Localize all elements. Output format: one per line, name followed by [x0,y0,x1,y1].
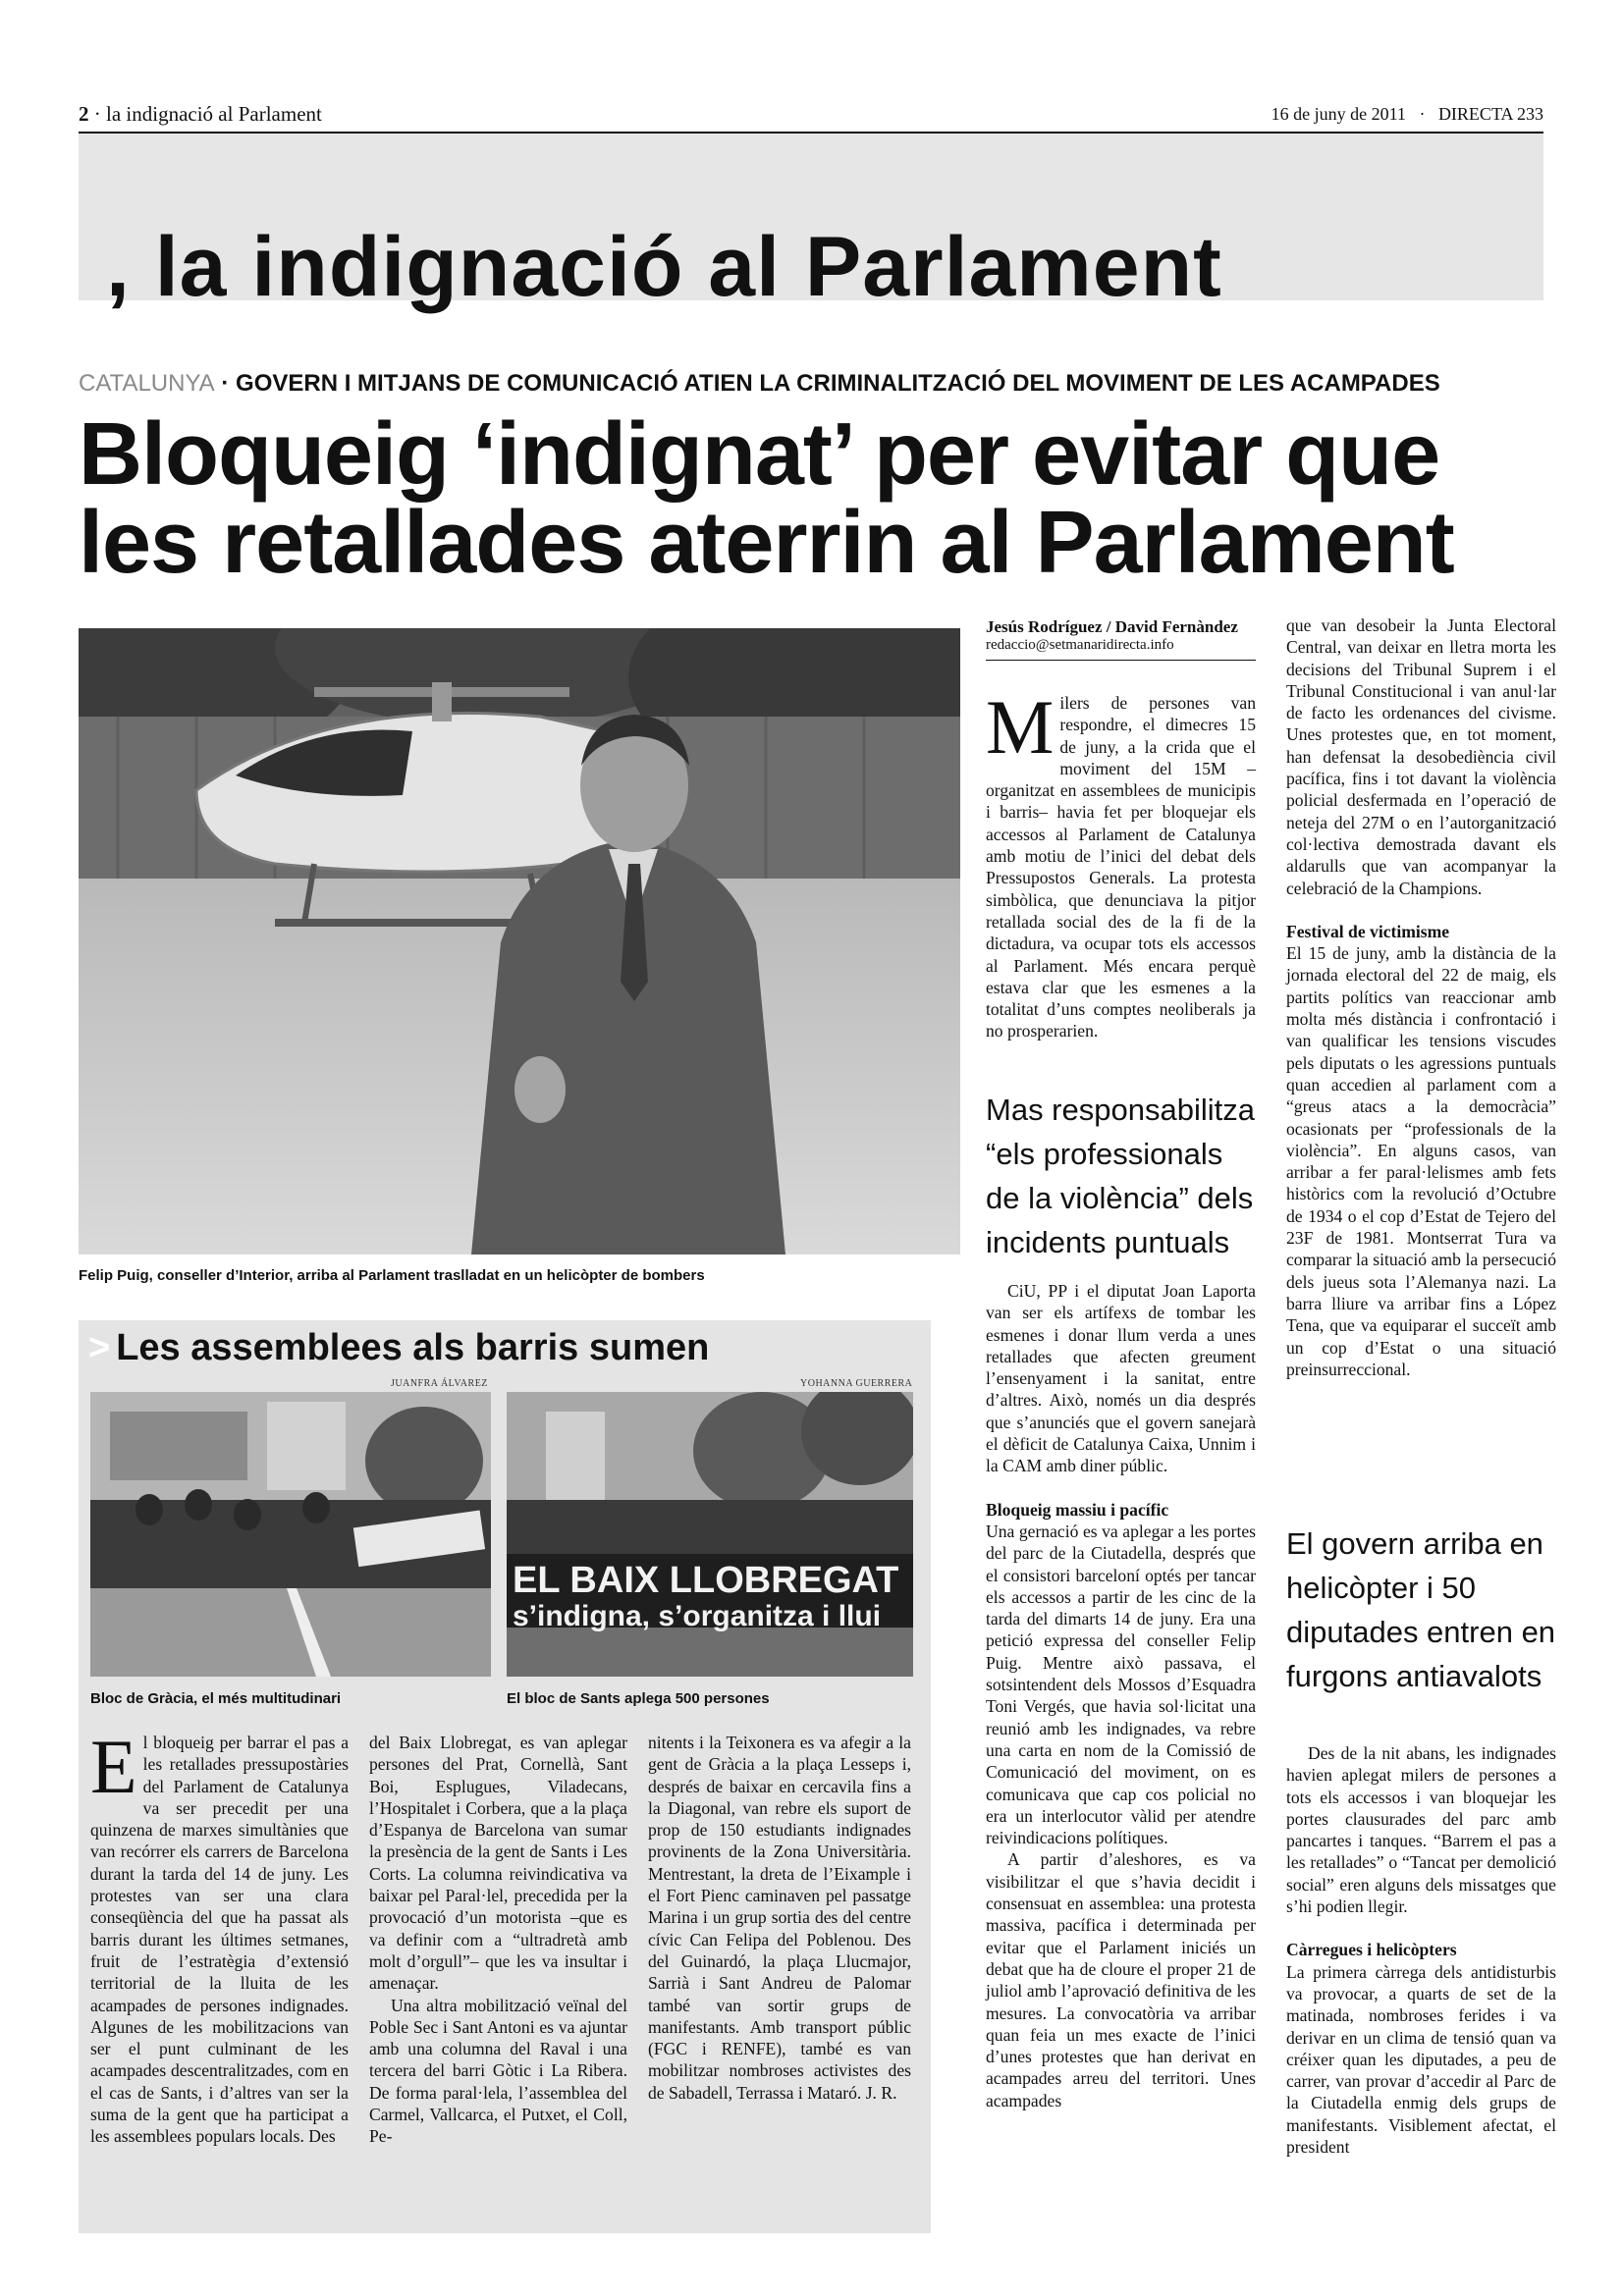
col1-paragraph-2: CiU, PP i el diputat Joan Laporta van ser els artífexs de tombar les esmenes i donar llum verda a unes retallades que afecten greument l’ensenyament i la sanitat, entre d’altres. Això, només un dia després que s’anunciés que el govern sanejarà el dèficit de Catalunya Caixa, Unnim i la CAM amb diner públic. [986,1281,1256,1476]
sidebar-column-3 [648,1732,911,2104]
headline-line-1: Bloqueig ‘indignat’ per evitar que [79,405,1440,504]
photo-credit-2: YOHANNA GUERRERA [800,1378,913,1389]
dropcap-m: M [986,684,1055,770]
subhead-festival: Festival de victimisme [1286,921,1450,941]
subhead-carregues: Càrregues i helicòpters [1286,1940,1457,1960]
sidebar-c1-text: l bloqueig per barrar el pas a les retallades pressupostàries del Parlament de Catalunya va ser precedit per una quinzena de marxes simultànies que van recórrer els carrers de Barcelona durant la tarda del 14 de juny. Les protestes van ser una clara conseqüència del que ha passat als barris durant les últimes setmanes, fruit de l’estratègia d’extensió territorial de la lluita de les acampades de persones indignades. Algunes de les mobilitzacions van ser el punt culminant de les acampades descentralitzades, com en el cas de Sants, i d’altres van ser la suma de la gent que ha participat a les assemblees populars locals. Des [90,1733,349,2147]
col1-paragraph-3: Una gernació es va aplegar a les portes del parc de la Ciutadella, després que el consistori barceloní optés per tancar els accessos a partir de les cinc de la tarda del dimarts 14 de juny. Era una petició expressa del conseller Felip Puig. Mentre això passava, el sotsintendent dels Mossos d’Esquadra Toni Vergés, que havia sol·licitat una reunió amb les indignades, va rebre una carta en nom de la Comissió de Comunicació del moviment, on es comunicava que cap cos policial no era un interlocutor vàlid per atendre reivindicacions polítiques. [986,1521,1256,1848]
section-title: , la indignació al Parlament [106,220,1222,314]
sants-banner-text [507,1561,913,1633]
pull-quote-1: Mas responsabilitza “els professionals de la violència” dels incidents puntuals [986,1093,1255,1259]
main-photo [79,628,960,1255]
sidebar-caption-2: El bloc de Sants aplega 500 persones [507,1690,770,1707]
sidebar-c1-paragraph [90,1724,349,2148]
main-photo-caption: Felip Puig, conseller d’Interior, arriba al Parlament traslladat en un helicòpter de bombers [79,1267,705,1284]
col2-paragraph-4: La primera càrrega dels antidisturbis va provocar, a quarts de set de la matinada, nombroses ferides i va derivar en un clima de tensió quan va créixer quan les diputades, a peu de carrer, van provar d’accedir al Parc de la Ciutadella enmig dels grups de manifestants. Visiblement afectat, el president [1286,1961,1556,2158]
sidebar-column-2 [369,1732,627,2148]
col1-paragraph-1 [986,684,1256,1042]
pull-quote-2: El govern arriba en helicòpter i 50 diputades entren en furgons antiavalots [1286,1526,1556,1693]
col1-paragraph-4: A partir d’aleshores, es va visibilitzar el que s’havia decidit i consensuat en assemblea: una protesta massiva, pacífica i determinada per evitar que el Parlament iniciés un debat que ha de cloure el proper 21 de juliol amb l’aprovació definitiva de les mesures. La convocatòria va arribar quan feia un mes exacte de l’inici d’unes protestes que han derivat en acampades arreu del territori. Unes acampades [986,1849,1256,2110]
banner-line-1: EL BAIX LLOBREGAT [513,1561,899,1601]
author-email[interactable]: redaccio@setmanaridirecta.info [986,637,1256,661]
issue-date: 16 de juny de 2011 [1271,104,1406,124]
chevron-right-icon: > [88,1327,111,1368]
col2-paragraph-3: Des de la nit abans, les indignades havien aplegat milers de persones a tots els accessos i van bloquejar les portes clausurades del parc amb pancartes i tanques. “Barrem el pas a les retallades” o “Tancat per demolició social” eren alguns dels missatges que s’hi podien llegir. [1286,1743,1556,1917]
photo-credit-1: JUANFRA ÁLVAREZ [391,1378,488,1389]
col2-paragraph-2: El 15 de juny, amb la distància de la jornada electoral del 22 de maig, els partits polítics van reaccionar amb molta més distància i confrontació i van qualificar les tensions viscudes pels diputats o les agressions puntuals quan accedien al parlament com a “greus atacs a la democràcia” ocasionats per “professionals de la violència”. En alguns casos, van arribar a fer paral·lelismes amb fets històrics com la revolució d’Octubre de 1934 o el cop d’Estat de Tejero del 23F de 1981. Montserrat Tura va comparar la situació amb la persecució dels jueus sota l’Alemanya nazi. La barra lliure va arribar fins a López Tena, que va equiparar el succeït amb un cop d’Estat o una situació preinsurreccional. [1286,943,1556,1379]
article-column-2-continued [1286,1742,1556,2158]
sidebar-photo-sants [507,1392,913,1677]
article-kicker: CATALUNYA · GOVERN I MITJANS DE COMUNICACIÓ ATIEN LA CRIMINALITZACIÓ DEL MOVIMENT DE LES ACAMPADES [79,370,1440,397]
sidebar-title-text: Les assemblees als barris sumen [116,1327,710,1368]
kicker-text: GOVERN I MITJANS DE COMUNICACIÓ ATIEN LA CRIMINALITZACIÓ DEL MOVIMENT DE LES ACAMPADES [236,370,1440,397]
article-headline [79,405,1543,592]
running-header [79,98,1543,133]
sidebar-photo-gracia [90,1392,491,1677]
col1-p1-text: ilers de persones van respondre, el dimecres 15 de juny, a la crida que el moviment del 15M –organitzat en assemblees de municipis i barris– havia fet per bloquejar els accessos al Parlament de Catalunya amb motiu de l’inici del debat dels Pressupostos Generals. La protesta simbòlica, que denunciava la pitjor retallada social des de la fi de la dictadura, va ocupar tots els accessos al Parlament. Més encara perquè estava clar que les esmenes a la totalitat d’uns comptes neoliberals ja no prosperarien. [986,693,1256,1041]
sidebar-c2a: del Baix Llobregat, es van aplegar persones del Prat, Cornellà, Sant Boi, Esplugues, Viladecans, l’Hospitalet i Corbera, que a la plaça d’Espanya de Barcelona van sumar la presència de la gent de Sants i Les Corts. La columna reivindicativa va baixar pel Paral·lel, precedida per la provocació d’un motorista –que es va definir com a “ultradretà amb molt d’orgull”– que les va insultar i amenaçar. [369,1733,627,1994]
article-column-1-continued [986,1280,1256,2111]
header-left: 2 · la indignació al Parlament [79,102,322,126]
author-names: Jesús Rodríguez / David Fernàndez [986,617,1238,636]
dropcap-e: E [90,1724,137,1809]
banner-line-2: s’indigna, s’organitza i llui [513,1600,882,1632]
gracia-photo-illustration [90,1392,491,1677]
article-column-1 [986,684,1256,1042]
sidebar-column-1 [90,1724,349,2148]
sidebar-title [88,1327,709,1369]
header-right: 16 de juny de 2011 · DIRECTA 233 [1271,104,1543,124]
page-number: 2 [79,102,89,126]
publication-issue: DIRECTA 233 [1437,104,1543,124]
sidebar-caption-1: Bloc de Gràcia, el més multitudinari [90,1690,342,1707]
header-section: la indignació al Parlament [106,102,322,126]
byline [986,617,1256,661]
sidebar-c3: nitents i la Teixonera es va afegir a la gent de Gràcia a la plaça Lesseps i, després de baixar en cercavila fins a la Diagonal, van rebre els suport de prop de 150 estudiants indignades provinents de la Zona Universitària. Mentrestant, la dreta de l’Eixample i el Fort Pienc caminaven pel passatge Marina i un grup sortia des del centre cívic Can Felipa del Poblenou. Des del Guinardó, la plaça Llucmajor, Sarrià i Sant Andreu de Palomar també van sortir grups de manifestants. Amb transport públic (FGC i RENFE), també es van mobilitzar nombroses activistes des de Sabadell, Terrassa i Mataró. J. R. [648,1733,911,2103]
sants-photo-illustration [507,1392,913,1677]
subhead-bloqueig: Bloqueig massiu i pacífic [986,1499,1169,1520]
kicker-place: CATALUNYA [79,370,215,397]
headline-line-2: les retallades aterrin al Parlament [79,494,1454,592]
article-column-2 [1286,614,1556,1380]
main-photo-illustration [79,628,960,1255]
sidebar-c2b: Una altra mobilització veïnal del Poble Sec i Sant Antoni es va ajuntar amb una columna del Raval i una tercera del barri Gòtic i La Ribera. De forma paral·lela, l’assemblea del Carmel, Vallcarca, el Putxet, el Coll, Pe- [369,1995,627,2147]
col2-paragraph-1: que van desobeir la Junta Electoral Central, van deixar en lletra morta les decisions del Tribunal Suprem i el Tribunal Constitucional i van anul·lar de facto les ordenances del civisme. Unes protestes que, en tot moment, han defensat la desobediència civil pacífica, fins i tot davant la violència policial desfermada en l’operació de neteja del 27M o en l’autorganització col·lectiva demostrada davant els aldarulls que van acompanyar la celebració de la Champions. [1286,615,1556,898]
